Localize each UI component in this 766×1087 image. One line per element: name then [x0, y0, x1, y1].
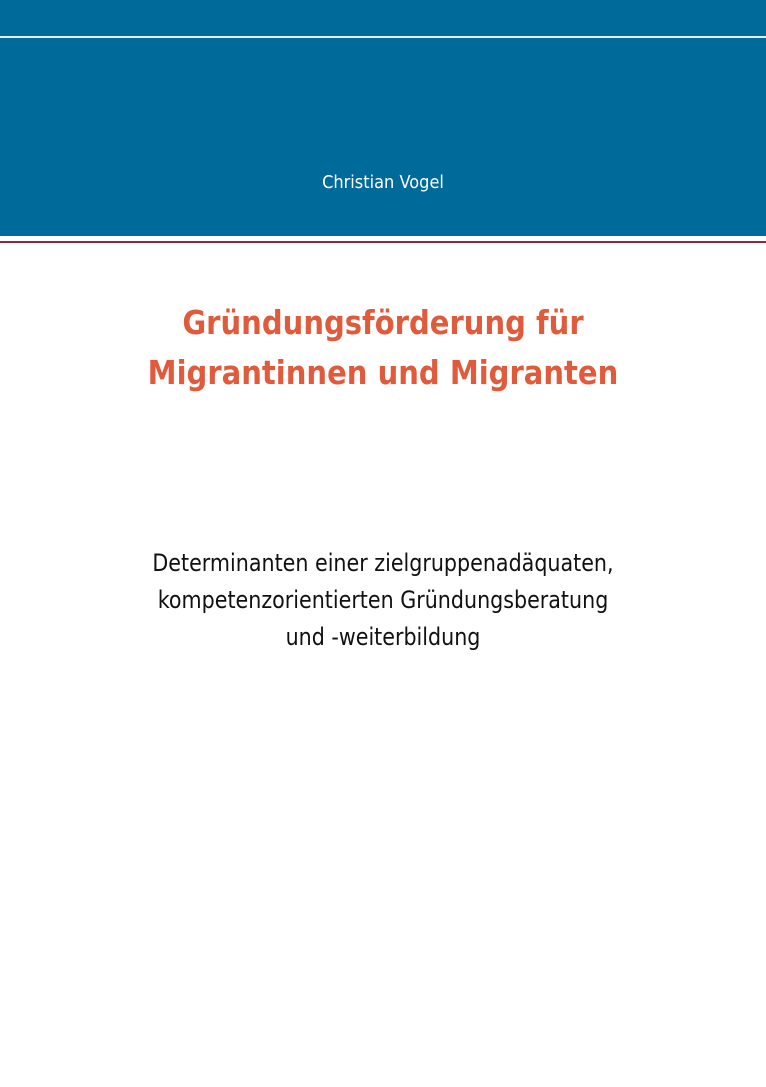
top-divider-line — [0, 36, 766, 38]
title-line-2: Migrantinnen und Migranten — [147, 353, 619, 392]
book-title — [0, 298, 766, 398]
subtitle-line-1: Determinanten einer zielgruppenadäquaten, — [152, 549, 614, 577]
author-name: Christian Vogel — [322, 172, 444, 193]
accent-divider-line — [0, 241, 766, 243]
book-subtitle — [0, 545, 766, 656]
subtitle-line-3: und -weiterbildung — [285, 623, 481, 651]
subtitle-line-2: kompetenzorientierten Gründungsberatung — [157, 586, 609, 614]
title-line-1: Gründungsförderung für — [182, 303, 584, 342]
